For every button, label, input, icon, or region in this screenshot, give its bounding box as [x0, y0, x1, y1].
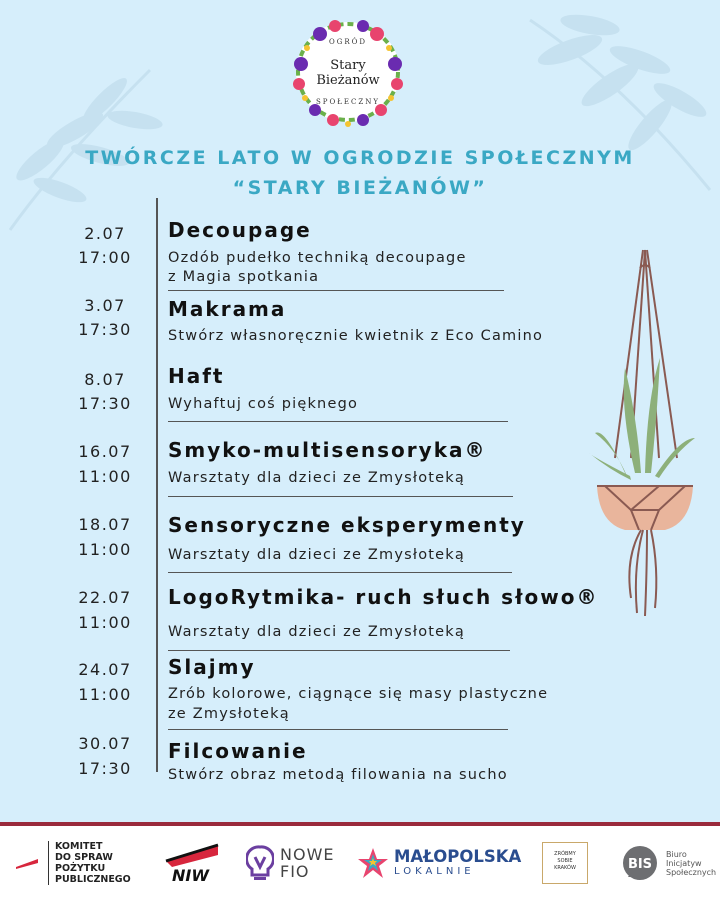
event-description: Warsztaty dla dzieci ze Zmysłoteką [168, 547, 465, 563]
event-separator [168, 421, 508, 422]
event-description: Warsztaty dla dzieci ze Zmysłoteką [168, 624, 465, 640]
sponsor-footer [0, 822, 720, 900]
event-description: ze Zmysłoteką [168, 706, 290, 722]
event-date: 18.07 [78, 515, 132, 534]
event-date: 24.07 [78, 660, 132, 679]
bis-line: Inicjatyw [666, 858, 702, 868]
zrobmy-logo [542, 842, 588, 884]
event-time: 11:00 [78, 540, 132, 559]
event-separator [168, 650, 510, 651]
garden-logo [285, 14, 411, 130]
niw-text: NIW [172, 866, 209, 885]
event-separator [168, 290, 504, 291]
event-title: Smyko-multisensoryka® [168, 438, 487, 462]
malopolska-sub: LOKALNIE [394, 866, 475, 877]
event-time: 11:00 [78, 685, 132, 704]
sponsor-bis [618, 826, 716, 900]
sponsor-kpp [14, 826, 131, 900]
bis-logo-icon [618, 843, 662, 883]
event-title: LogoRytmika- ruch słuch słowo® [168, 585, 599, 609]
malopolska-name: MAŁOPOLSKA [394, 847, 522, 866]
zrobmy-line: ZRÓBMY [554, 851, 576, 857]
event-time: 17:30 [78, 320, 132, 339]
sponsor-niw [162, 826, 222, 900]
star-logo-icon [356, 846, 390, 880]
bis-line: Społecznych [666, 867, 717, 877]
logo-line2: Bieżanów [316, 73, 380, 88]
bis-badge-text: BIS [627, 857, 653, 872]
fio-line1: NOWE [280, 845, 335, 864]
event-description: Warsztaty dla dzieci ze Zmysłoteką [168, 470, 465, 486]
poster-title-line2: “STARY BIEŻANÓW” [232, 177, 488, 199]
hanging-plant-illustration [585, 248, 705, 618]
poland-flag-icon [14, 855, 40, 871]
logo-bottom-text: SPOŁECZNY [315, 98, 381, 106]
event-title: Haft [168, 364, 225, 388]
event-time: 11:00 [78, 467, 132, 486]
event-time: 17:00 [78, 248, 132, 267]
event-date: 22.07 [78, 588, 132, 607]
event-description: Stwórz własnoręcznie kwietnik z Eco Camino [168, 328, 544, 344]
sponsor-malopolska [356, 826, 521, 900]
event-description: z Magia spotkania [168, 269, 320, 285]
event-description: Stwórz obraz metodą filowania na sucho [168, 767, 508, 783]
event-time: 17:30 [78, 759, 132, 778]
zrobmy-line: SOBIE [557, 858, 573, 864]
kpp-line: KOMITET [55, 841, 103, 852]
sponsor-zrobmy [542, 826, 588, 900]
logo-top-text: OGRÓD [329, 38, 367, 46]
fio-line2: FIO [280, 862, 310, 881]
event-description: Zrób kolorowe, ciągnące się masy plastyczne [168, 686, 549, 702]
lightbulb-icon [246, 845, 274, 881]
logo-line1: Stary [330, 58, 366, 73]
sponsor-nowe-fio [246, 826, 335, 900]
event-title: Sensoryczne eksperymenty [168, 513, 526, 537]
event-separator [168, 729, 508, 730]
event-time: 17:30 [78, 394, 132, 413]
timeline-divider [156, 198, 158, 772]
event-title: Makrama [168, 297, 287, 321]
poster-title-line1: TWÓRCZE LATO W OGRODZIE SPOŁECZNYM [85, 147, 635, 169]
niw-logo-icon [162, 841, 222, 885]
event-title: Slajmy [168, 655, 256, 679]
event-date: 3.07 [84, 296, 126, 315]
bis-line: Biuro [666, 849, 687, 859]
event-title: Filcowanie [168, 739, 308, 763]
kpp-line: POŻYTKU [55, 863, 106, 874]
kpp-line: PUBLICZNEGO [55, 874, 131, 885]
background-leaves-left [0, 40, 200, 240]
event-time: 11:00 [78, 613, 132, 632]
kpp-line: DO SPRAW [55, 852, 113, 863]
zrobmy-line: KRAKÓW [554, 865, 576, 871]
event-description: Ozdób pudełko techniką decoupage [168, 250, 467, 266]
event-date: 16.07 [78, 442, 132, 461]
event-description: Wyhaftuj coś pięknego [168, 396, 359, 412]
event-date: 30.07 [78, 734, 132, 753]
event-separator [168, 572, 512, 573]
event-date: 2.07 [84, 224, 126, 243]
event-title: Decoupage [168, 218, 312, 242]
event-separator [168, 496, 513, 497]
event-date: 8.07 [84, 370, 126, 389]
